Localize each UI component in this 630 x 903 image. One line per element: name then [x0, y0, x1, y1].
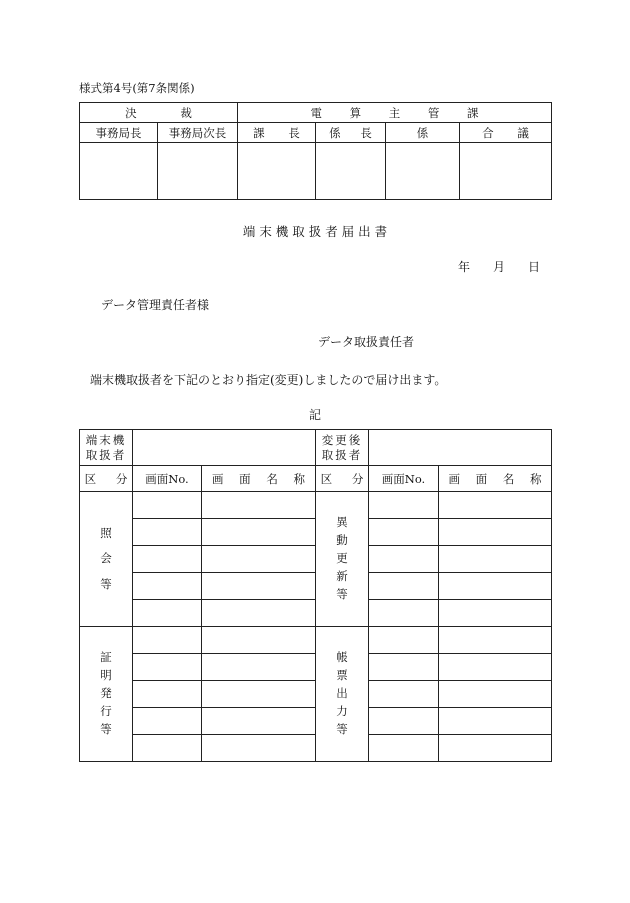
screen-no-cell[interactable]	[133, 735, 202, 762]
screen-no-cell[interactable]	[369, 627, 439, 654]
category-report-output: 帳 票 出 力 等	[316, 627, 369, 762]
screen-name-cell[interactable]	[439, 600, 552, 627]
approval-col-gogi: 合 議	[460, 123, 552, 143]
screen-no-cell[interactable]	[133, 681, 202, 708]
screen-name-cell[interactable]	[202, 681, 316, 708]
screen-name-cell[interactable]	[439, 681, 552, 708]
screen-name-cell[interactable]	[202, 600, 316, 627]
left-operator-field[interactable]	[133, 430, 316, 466]
category-inquiry: 照 会 等	[80, 492, 133, 627]
right-screen-name-header: 画 面 名 称	[439, 466, 552, 492]
screen-name-cell[interactable]	[202, 735, 316, 762]
approval-col-jimukyokujicho: 事務局次長	[158, 123, 238, 143]
screen-name-cell[interactable]	[439, 708, 552, 735]
document-title: 端 末 機 取 扱 者 届 出 書	[242, 224, 388, 239]
screen-name-cell[interactable]	[439, 492, 552, 519]
addressee: データ管理責任者様	[101, 298, 210, 312]
date-month: 月	[493, 260, 506, 274]
screen-name-cell[interactable]	[202, 492, 316, 519]
left-screen-name-header: 画 面 名 称	[202, 466, 316, 492]
screen-no-cell[interactable]	[133, 627, 202, 654]
screen-no-cell[interactable]	[369, 546, 439, 573]
date-year: 年	[458, 260, 471, 274]
approval-stamp-cell[interactable]	[460, 143, 552, 200]
screen-no-cell[interactable]	[133, 519, 202, 546]
ki-heading: 記	[308, 408, 321, 422]
screen-no-cell[interactable]	[133, 600, 202, 627]
left-operator-header: 端末機 取扱者	[80, 430, 133, 466]
screen-no-cell[interactable]	[133, 546, 202, 573]
date-day: 日	[528, 260, 541, 274]
screen-no-cell[interactable]	[133, 573, 202, 600]
category-certificate: 証 明 発 行 等	[80, 627, 133, 762]
screen-no-cell[interactable]	[133, 492, 202, 519]
approval-densan-header: 電 算 主 管 課	[238, 103, 552, 123]
screen-name-cell[interactable]	[202, 519, 316, 546]
right-screen-no-header: 画面No.	[369, 466, 439, 492]
screen-name-cell[interactable]	[202, 573, 316, 600]
approval-col-jimukyokucho: 事務局長	[80, 123, 158, 143]
screen-name-cell[interactable]	[202, 654, 316, 681]
screen-name-cell[interactable]	[439, 546, 552, 573]
form-number: 様式第4号(第7条関係)	[79, 81, 195, 95]
body-text: 端末機取扱者を下記のとおり指定(変更)しましたので届け出ます。	[90, 373, 447, 387]
screen-name-cell[interactable]	[439, 627, 552, 654]
left-kubun-header: 区 分	[80, 466, 133, 492]
right-kubun-header: 区 分	[316, 466, 369, 492]
screen-no-cell[interactable]	[369, 708, 439, 735]
screen-no-cell[interactable]	[133, 654, 202, 681]
date-line	[458, 258, 540, 275]
screen-no-cell[interactable]	[369, 573, 439, 600]
screen-name-cell[interactable]	[202, 708, 316, 735]
right-operator-field[interactable]	[369, 430, 552, 466]
screen-name-cell[interactable]	[439, 654, 552, 681]
approval-kessai-header: 決 裁	[80, 103, 238, 123]
approval-stamp-cell[interactable]	[386, 143, 460, 200]
screen-no-cell[interactable]	[369, 600, 439, 627]
screen-no-cell[interactable]	[369, 519, 439, 546]
approval-table	[79, 102, 552, 200]
screen-name-cell[interactable]	[439, 519, 552, 546]
screen-no-cell[interactable]	[369, 681, 439, 708]
approval-stamp-cell[interactable]	[316, 143, 386, 200]
approval-stamp-cell[interactable]	[238, 143, 316, 200]
detail-table	[79, 429, 552, 762]
screen-name-cell[interactable]	[202, 627, 316, 654]
screen-name-cell[interactable]	[202, 546, 316, 573]
screen-name-cell[interactable]	[439, 573, 552, 600]
category-update: 異 動 更 新 等	[316, 492, 369, 627]
approval-stamp-cell[interactable]	[80, 143, 158, 200]
approval-col-kakaricho: 係 長	[316, 123, 386, 143]
screen-no-cell[interactable]	[369, 735, 439, 762]
approval-col-kacho: 課 長	[238, 123, 316, 143]
left-screen-no-header: 画面No.	[133, 466, 202, 492]
screen-no-cell[interactable]	[133, 708, 202, 735]
sender: データ取扱責任者	[318, 335, 415, 349]
screen-no-cell[interactable]	[369, 654, 439, 681]
approval-col-kakari: 係	[386, 123, 460, 143]
screen-name-cell[interactable]	[439, 735, 552, 762]
right-operator-header: 変更後 取扱者	[316, 430, 369, 466]
approval-stamp-cell[interactable]	[158, 143, 238, 200]
screen-no-cell[interactable]	[369, 492, 439, 519]
